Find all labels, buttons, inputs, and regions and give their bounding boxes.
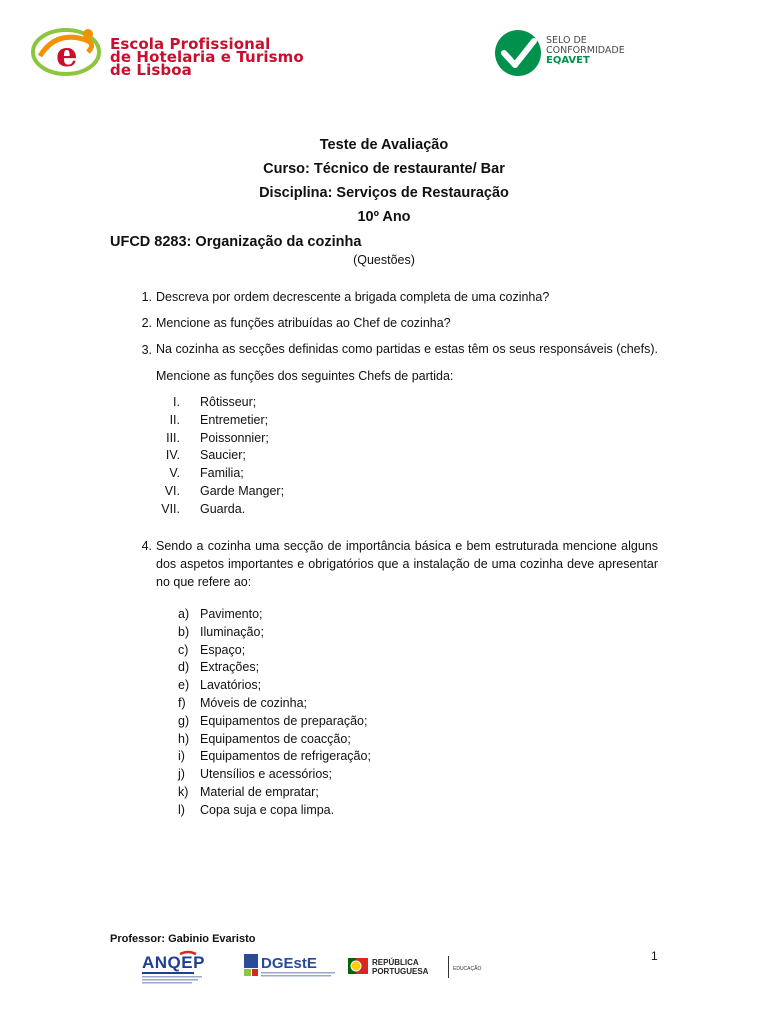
question-4 <box>110 537 658 591</box>
anqep-subline-2 <box>142 979 198 981</box>
list-marker: a) <box>178 607 190 621</box>
footer-logos <box>140 950 500 990</box>
list-item <box>178 784 371 802</box>
list-item-text: Equipamentos de refrigeração; <box>200 749 371 764</box>
list-item <box>150 501 284 519</box>
list-marker: k) <box>178 784 189 799</box>
school-name-line3: de Lisboa <box>110 61 192 79</box>
question-3 <box>110 341 658 395</box>
list-marker: l) <box>178 802 185 817</box>
page-number: 1 <box>651 949 658 963</box>
question-1 <box>110 288 658 306</box>
question-2 <box>110 314 658 332</box>
year-title: 10º Ano <box>357 209 411 225</box>
eqavet-label <box>546 36 625 66</box>
list-marker: h) <box>178 731 190 746</box>
list-item <box>178 642 371 660</box>
list-item <box>178 659 371 677</box>
separator <box>448 956 449 978</box>
list-marker: I. <box>173 395 180 409</box>
list-item-text: Copa suja e copa limpa. <box>200 802 335 817</box>
course-title: Curso: Técnico de restaurante/ Bar <box>263 161 505 177</box>
question-number: 1. <box>141 290 152 304</box>
eqavet-line3: EQAVET <box>546 55 590 66</box>
eqavet-line2: CONFORMIDADE <box>546 45 625 56</box>
educacao-label: EDUCAÇÃO <box>453 966 482 972</box>
question-text: Na cozinha as secções definidas como partidas e estas têm os seus responsáveis (chefs). Mencione as funções dos seguintes Chefs de partida: <box>156 342 658 383</box>
list-marker: IV. <box>165 448 180 463</box>
list-item-text: Utensílios e acessórios; <box>200 767 333 782</box>
list-item-text: Entremetier; <box>200 412 269 427</box>
list-item-text: Material de empratar; <box>200 784 319 799</box>
list-item <box>178 713 371 731</box>
list-item-text: Iluminação; <box>200 624 264 639</box>
list-marker: j) <box>178 767 185 782</box>
anqep-wordmark: ANQEP <box>142 953 205 972</box>
list-item-text: Equipamentos de preparação; <box>200 713 368 728</box>
anqep-subline-3 <box>142 982 192 984</box>
school-name <box>110 35 304 79</box>
dgeste-logo <box>244 954 335 977</box>
question-text: Sendo a cozinha uma secção de importância básica e bem estruturada mencione alguns dos aspetos importantes e obrigatórios que a instalação de uma cozinha deve apresentar no que refere ao: <box>156 539 658 589</box>
logo-dot <box>83 29 93 39</box>
list-item-text: Saucier; <box>200 448 246 463</box>
list-item <box>150 483 284 501</box>
list-item <box>178 677 371 695</box>
list-item-text: Garde Manger; <box>200 483 285 498</box>
dgeste-subline-1 <box>261 972 335 974</box>
list-marker: b) <box>178 624 190 639</box>
list-item <box>178 624 371 642</box>
dgeste-square-1 <box>244 954 258 968</box>
dgeste-wordmark: DGEstE <box>261 955 317 972</box>
list-item <box>178 731 371 749</box>
list-marker: d) <box>178 660 190 675</box>
list-item-text: Espaço; <box>200 642 246 657</box>
list-item-text: Guarda. <box>200 501 246 516</box>
anqep-logo <box>142 952 205 984</box>
chefs-partida-list <box>150 394 284 519</box>
school-name-line1: Escola Profissional <box>110 35 271 53</box>
list-item <box>150 447 284 465</box>
eqavet-line1: SELO DE <box>546 35 587 46</box>
question-number: 4. <box>141 539 152 553</box>
anqep-subline-1 <box>142 976 202 978</box>
list-item-text: Poissonnier; <box>200 430 269 445</box>
anqep-line <box>142 972 194 974</box>
list-item-text: Rôtisseur; <box>200 395 257 409</box>
list-item-text: Familia; <box>200 466 244 481</box>
list-marker: V. <box>169 466 180 481</box>
question-number: 2. <box>141 316 152 330</box>
question-number: 3. <box>141 343 152 357</box>
list-item <box>178 695 371 713</box>
test-title: Teste de Avaliação <box>319 137 449 153</box>
list-item <box>150 465 284 483</box>
list-marker: c) <box>178 642 189 657</box>
school-name-line2: de Hotelaria e Turismo <box>110 48 304 66</box>
republica-portuguesa-logo <box>348 956 481 978</box>
republica-line1: REPÚBLICA <box>372 958 419 967</box>
list-item <box>178 748 371 766</box>
question-text: Mencione as funções atribuídas ao Chef de cozinha? <box>156 316 451 330</box>
list-marker: e) <box>178 678 190 693</box>
list-item <box>150 394 284 412</box>
list-item-text: Extrações; <box>200 660 260 675</box>
republica-line2: PORTUGUESA <box>372 967 429 976</box>
list-marker: i) <box>178 749 185 764</box>
list-marker: III. <box>166 430 180 445</box>
discipline-title: Disciplina: Serviços de Restauração <box>259 185 509 201</box>
ufcd-heading: UFCD 8283: Organização da cozinha <box>110 234 362 250</box>
list-marker: VII. <box>161 501 180 516</box>
question-text: Descreva por ordem decrescente a brigada completa de uma cozinha? <box>156 290 550 304</box>
list-item-text: Lavatórios; <box>200 678 262 693</box>
list-item-text: Móveis de cozinha; <box>200 695 308 710</box>
professor-name: Professor: Gabinio Evaristo <box>110 933 256 945</box>
dgeste-square-2 <box>244 969 251 976</box>
list-marker: VI. <box>164 483 180 498</box>
logo-e-letter: e <box>56 35 78 75</box>
flag-sphere <box>351 961 361 971</box>
dgeste-square-3 <box>252 969 258 976</box>
dgeste-subline-2 <box>261 975 331 977</box>
list-marker: II. <box>169 412 180 427</box>
list-item-text: Pavimento; <box>200 607 263 621</box>
list-marker: g) <box>178 713 190 728</box>
list-item <box>150 412 284 430</box>
list-marker: f) <box>178 695 186 710</box>
list-item <box>178 802 371 820</box>
list-item <box>178 606 371 624</box>
list-item <box>150 430 284 448</box>
installation-aspects-list <box>178 606 371 820</box>
list-item <box>178 766 371 784</box>
questions-subtitle: (Questões) <box>353 253 415 267</box>
list-item-text: Equipamentos de coacção; <box>200 731 351 746</box>
